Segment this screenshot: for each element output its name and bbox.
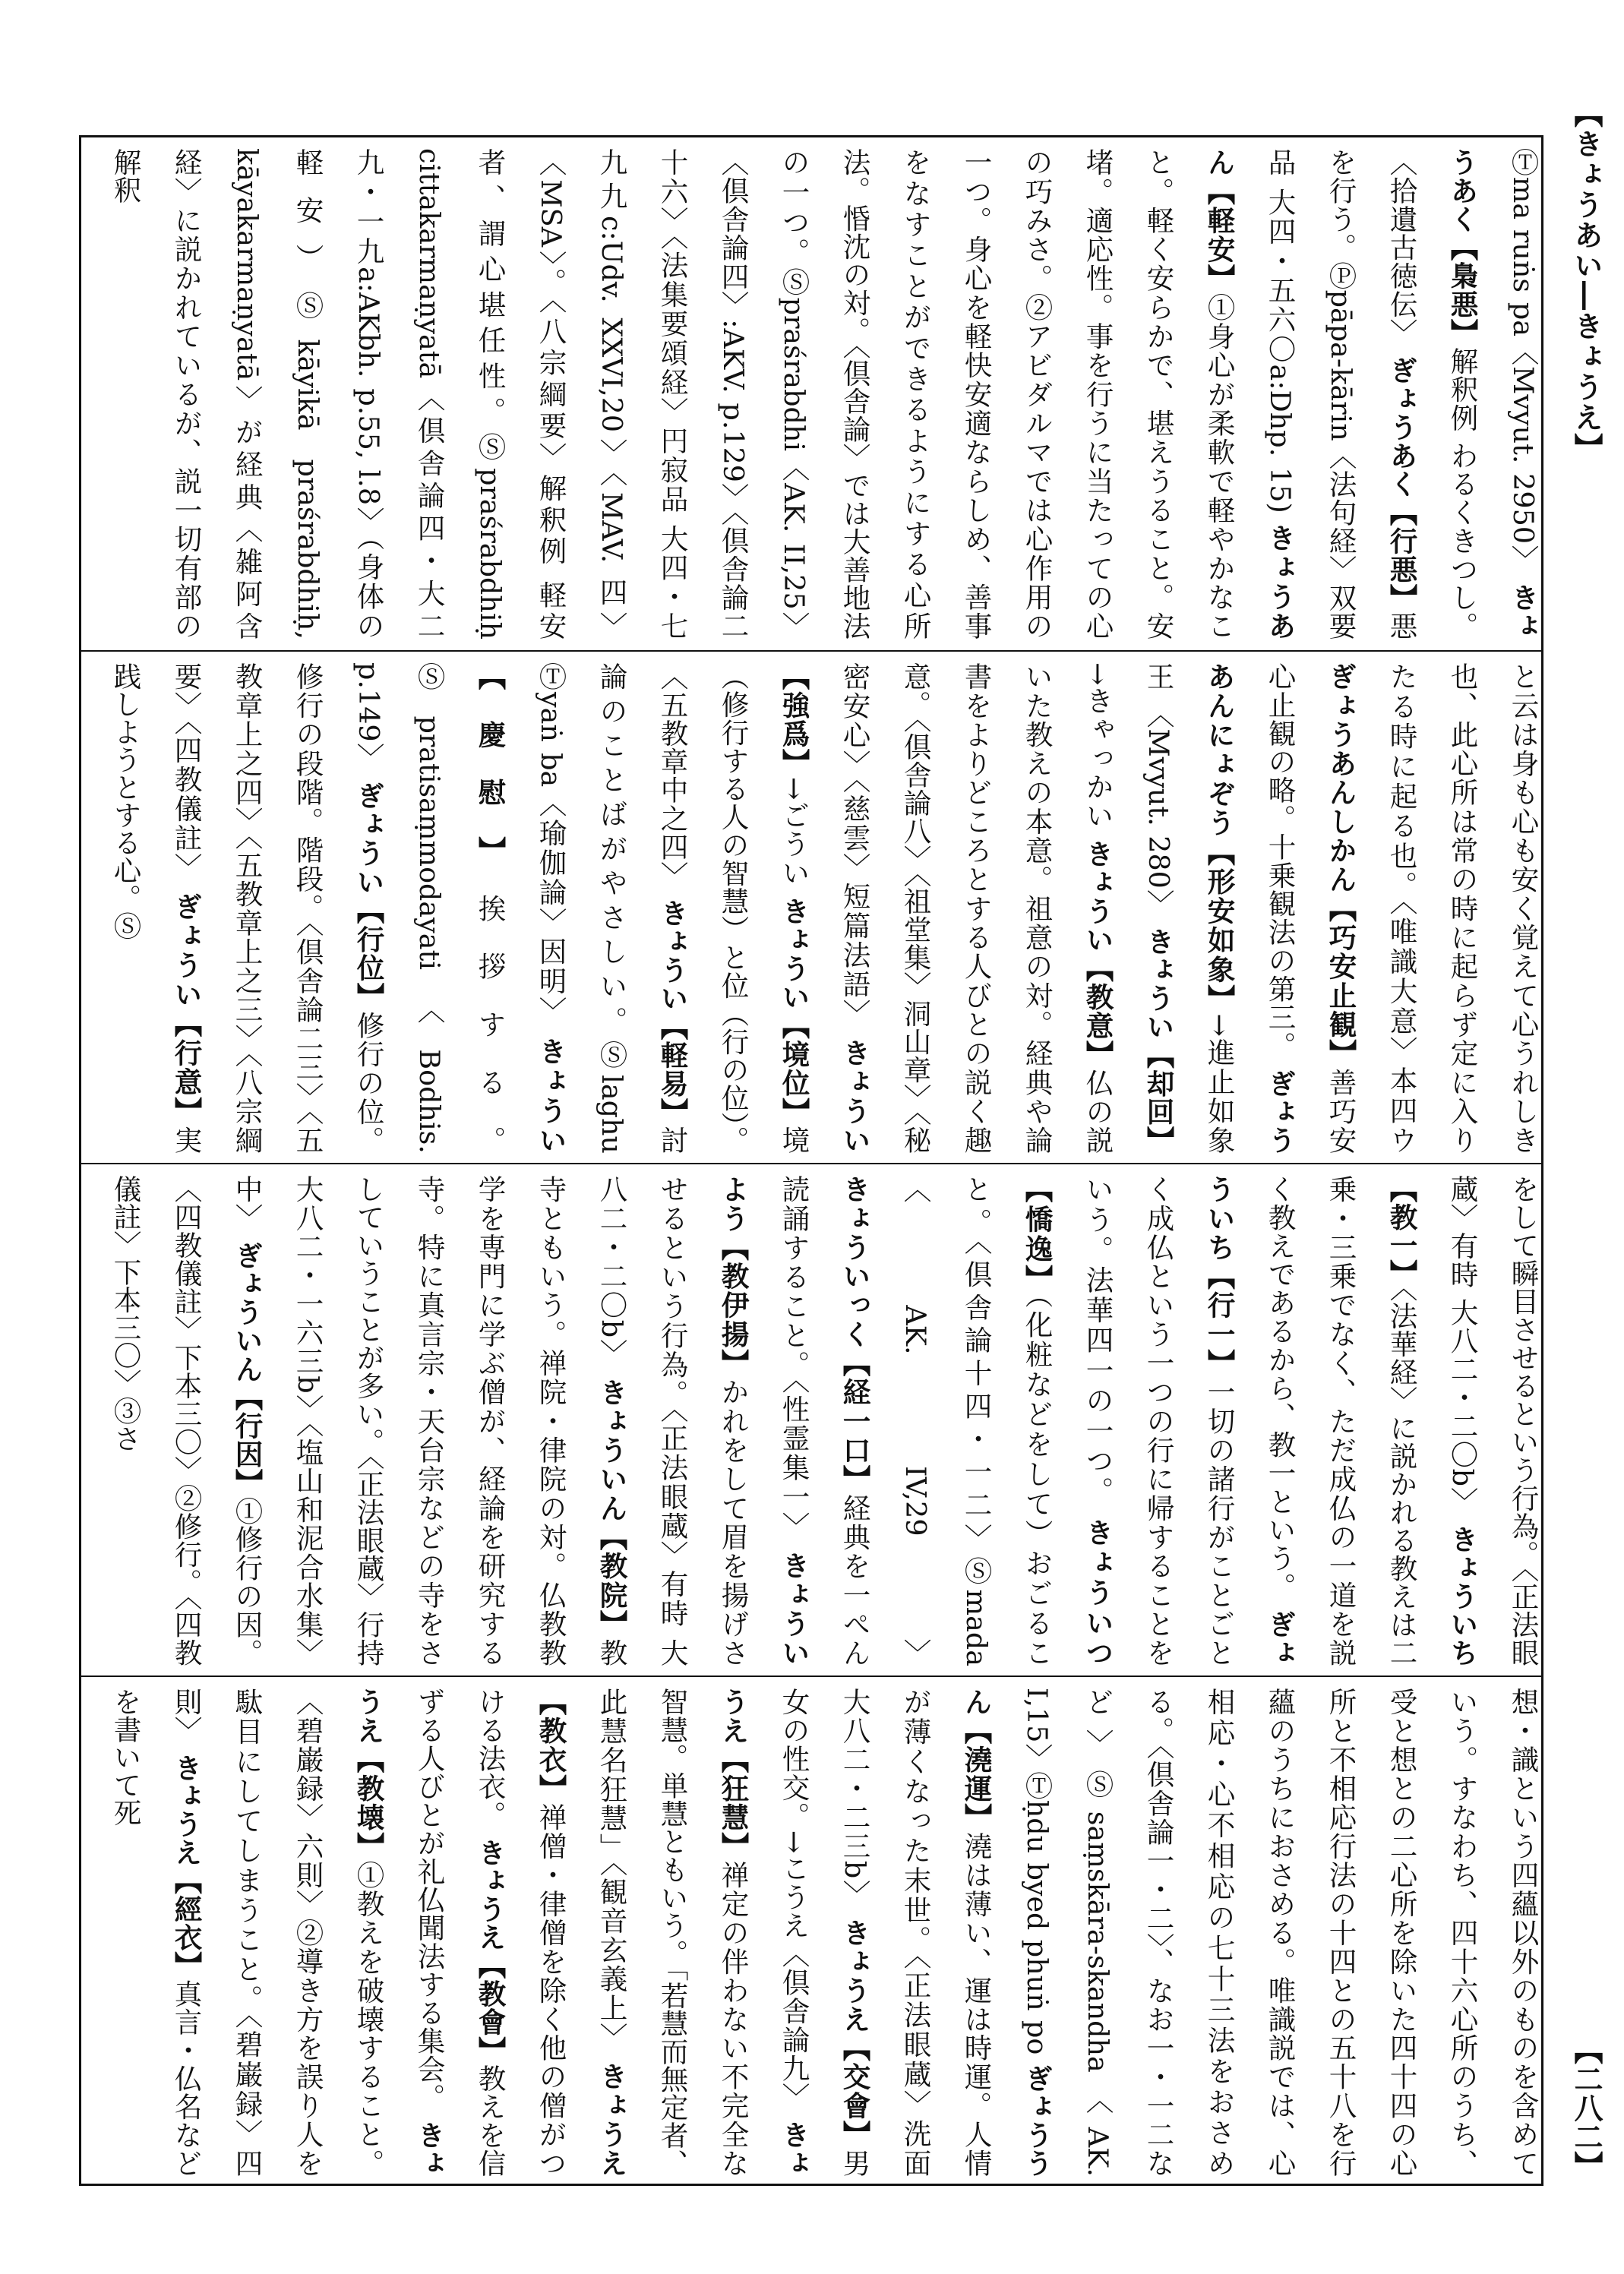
definition: ①教えを破壊すること。〈碧巌録〉六則〉②導き方を誤り人を駄目にしてしまうこと。〈碧巌録〉四則〉 (170, 1688, 385, 2177)
headword: ぎょうあんにょぞう【形安如象】 (1203, 662, 1297, 1154)
definition: 〈Mvyut. 280〉 (1142, 700, 1175, 918)
tier-1-text (81, 137, 1541, 650)
headword: ぎょうい【行意】 (170, 892, 203, 1126)
definition: 悪を行う。Ⓟpāpa-kārin〈法句経〉双要品 大四・五六〇a:Dhp. 15) (1264, 148, 1418, 640)
headword: ぎょううん【澆運】 (960, 1688, 1054, 2177)
definition: 善巧安心止観の略。十乗観法の第三。 (1264, 662, 1357, 1154)
tier-4 (81, 1675, 1541, 2187)
definition: →ごうい (778, 776, 810, 887)
headword: きょうえ【教壊】 (352, 1688, 446, 2178)
entry (170, 1688, 446, 2177)
headword: きょういつ【憍逸】 (1021, 1175, 1114, 1667)
headword: きょうい【教意】 (1082, 839, 1114, 1069)
definition: 禅定の伴わない不完全な智慧。単慧ともいう。「若慧而無定者、此慧名狂慧」〈観音玄義上〉 (596, 1688, 750, 2177)
definition: をして瞬目させるという行為。〈正法眼蔵〉有時 大八二・二〇b〉 (1446, 1175, 1540, 1666)
headword: ぎょうあく【行悪】 (1385, 356, 1418, 612)
definition: 挨拶する。Ⓢpratisaṃmodayati〈Bodhis. p.149〉 (352, 662, 507, 1154)
headword: きょうえ【交會】 (839, 1918, 871, 2149)
headword: きょうあく【梟悪】 (1446, 148, 1540, 640)
definition: と云は身も心も安く覚えて心うれしき也、此心所は常の時に起らず定に入りたる時に起る也。〈唯識大意〉本四ウ (1385, 662, 1540, 1154)
definition: 教寺ともいう。禅院・律院の対。仏教教学を専門に学ぶ僧が、経論を研究する寺。特に真言宗・天台宗などの寺をさしていうことが多い。〈正法眼蔵〉行持 大八二・一六三b〉〈塩山和泥合水集〉中〉 (231, 1175, 628, 1667)
definition: 経典を一ぺん読誦すること。〈性霊集一〉 (778, 1175, 871, 1666)
tier-4-text (81, 1677, 1541, 2187)
headword: ぎょうい【行位】 (352, 781, 385, 1012)
headword: きょうい【境位】 (778, 896, 810, 1126)
definition: 一切の諸行がことごとく成仏という一つの行に帰することをいう。法華四一の一つ。 (1082, 1175, 1236, 1666)
definition: 仏の説いた教えの本意。祖意の対。経典や論書をよりどころとする人びとの説く趣意。〈倶舎論八〉〈祖堂集〉洞山章〉〈秘密安心〉〈慈雲〉短篇法語〉 (839, 662, 1114, 1154)
definition: 解釈例 わるくきつし。〈拾遺古徳伝〉 (1385, 148, 1479, 640)
definition: （化粧などをして）おごること。〈倶舎論十四・一二〉Ⓢmada〈AK. IV,29〉 (899, 1175, 1054, 1666)
headword: きょうえ【狂慧】 (717, 1688, 810, 2177)
headword: きょういよう【教伊揚】 (717, 1175, 810, 1667)
headword: きょうえ【教衣】 (535, 1688, 628, 2178)
definition: 想・識という四蘊以外のものを含めていう。すなわち、四十六心所のうち、受と想との二心所を除いた四十四の心所と不相応行法の十四との五十八を行蘊のうちにおさめる。唯識説では、心相応・心不相応の七十三法をおさめる。〈倶舎論一・二〉、なお一・一二など〉Ⓢsaṃskāra-skandha〈AK. I,15〉Ⓣḥdu byed phuṅ po (1021, 1688, 1540, 2177)
tier-3 (81, 1163, 1541, 1677)
entry (1507, 148, 1541, 640)
running-head: 【きょうあい―きょうえ】 (1569, 99, 1603, 463)
definition: 修行の位。修行の段階。階段。〈倶舎論二三〉〈五教章上之四〉〈五教章上之三〉〈八宗綱要〉〈四教儀註〉 (170, 662, 385, 1154)
headword: きょういん【教院】 (596, 1378, 628, 1639)
definition: 禅僧・律僧を除く他の僧がつける法衣。 (474, 1688, 567, 2177)
entry (109, 1688, 203, 2177)
tier-2-text (81, 652, 1541, 1164)
definition: ①修行の因。〈四教儀註〉下本三〇〉②修行。〈四教儀註〉下本三〇〉③さ (109, 1175, 264, 1667)
headword: きょうい【強爲】 (778, 662, 871, 1154)
headword: ぎょうあんしかん【巧安止観】 (1325, 662, 1357, 1069)
entry (231, 1175, 628, 1666)
definition: 教えを信ずる人びとが礼仏聞法する集会。 (413, 1688, 507, 2178)
entry (1142, 700, 1175, 917)
headword: きょういち【教一】 (1385, 1175, 1479, 1666)
definition: →きゃっかい (1082, 662, 1114, 830)
headword: きょうい【慶慰】 (474, 662, 567, 1154)
definition: 境（修行する人の智慧）と位（行の位）。〈五教章中之四〉 (656, 662, 810, 1154)
definition: 真言・仏名などを書いて死 (109, 1688, 203, 2178)
headword: きょうえ【經衣】 (170, 1753, 203, 1980)
definition: →進止如象王 (1142, 662, 1236, 1154)
headword: きょういっく【経一口】 (839, 1175, 871, 1494)
headword: きょうあん【軽安】 (1203, 148, 1297, 640)
tier-3-text (81, 1164, 1541, 1677)
definition: かれをして眉を揚げさせるという行為。〈正法眼蔵〉有時 大八二・二〇b〉 (596, 1175, 750, 1666)
page-number: 【二八二】 (1569, 2036, 1603, 2180)
definition: 〈法華経〉に説かれる教えは二乗・三乗でなく、ただ成仏の一道を説く教えであるから、教一という。 (1264, 1175, 1418, 1667)
definition: 討論のことばがやさしい。Ⓢlaghu Ⓣyaṅ ba〈瑜伽論〉因明〉 (535, 662, 689, 1154)
tier-1 (81, 137, 1541, 650)
entry (109, 1175, 264, 1666)
headword: きょうい【却回】 (1142, 927, 1175, 1154)
definition: Ⓣma ruṅs pa〈Mvyut. 2950〉 (1507, 148, 1540, 573)
definition: 男女の性交。→こうえ〈倶舎論九〉 (778, 1688, 871, 2177)
entry (1385, 662, 1541, 1154)
headword: ぎょういち【行一】 (1203, 1175, 1297, 1667)
entry (109, 148, 1297, 640)
definition: 澆は薄い、運は時運。人情が薄くなった末世。〈正法眼蔵〉洗面 大八二・二三b〉 (839, 1688, 993, 2177)
headword: きょうえ【教會】 (474, 1838, 507, 2064)
definition: ①身心が柔軟で軽やかなこと。軽く安らかで、堪えうること。安堵。適応性。事を行うに当たっての心の巧みさ。②アビダルマでは心作用の一つ。身心を軽快安適ならしめ、善事をなすことができるようにする心所法。惛沈の対。〈倶舎論〉では大善地法の一つ。Ⓢpraśrabdhi〈AK. II,25〉〈倶舎論四〉:AKV. p.129〉〈倶舎論二十六〉〈法集要頌経〉円寂品 大四・七九九c:Udv. XXVI,20〉〈MAV. 四〉〈MSA〉。〈八宗綱要〉解釈例 軽安者、謂心堪任性。Ⓢpraśrabdhiḥ cittakarmaṇyatā〈倶舎論四・大二九・一九a:AKbh. p.55, l.8〉（身体の軽安）Ⓢkāyikā praśrabdhiḥ, kāyakarmaṇyatā〉が経典〈雑阿含経〉に説かれているが、説一切有部の解釈 (109, 148, 1236, 640)
dictionary-page (79, 135, 1543, 2186)
headword: ぎょういん【行因】 (231, 1241, 264, 1497)
entry (839, 662, 1114, 1154)
definition: 実践しようとする心。Ⓢ (109, 662, 203, 1154)
entry (1021, 1688, 1541, 2177)
tier-2 (81, 650, 1541, 1164)
headword: きょうい【軽易】 (656, 899, 689, 1126)
